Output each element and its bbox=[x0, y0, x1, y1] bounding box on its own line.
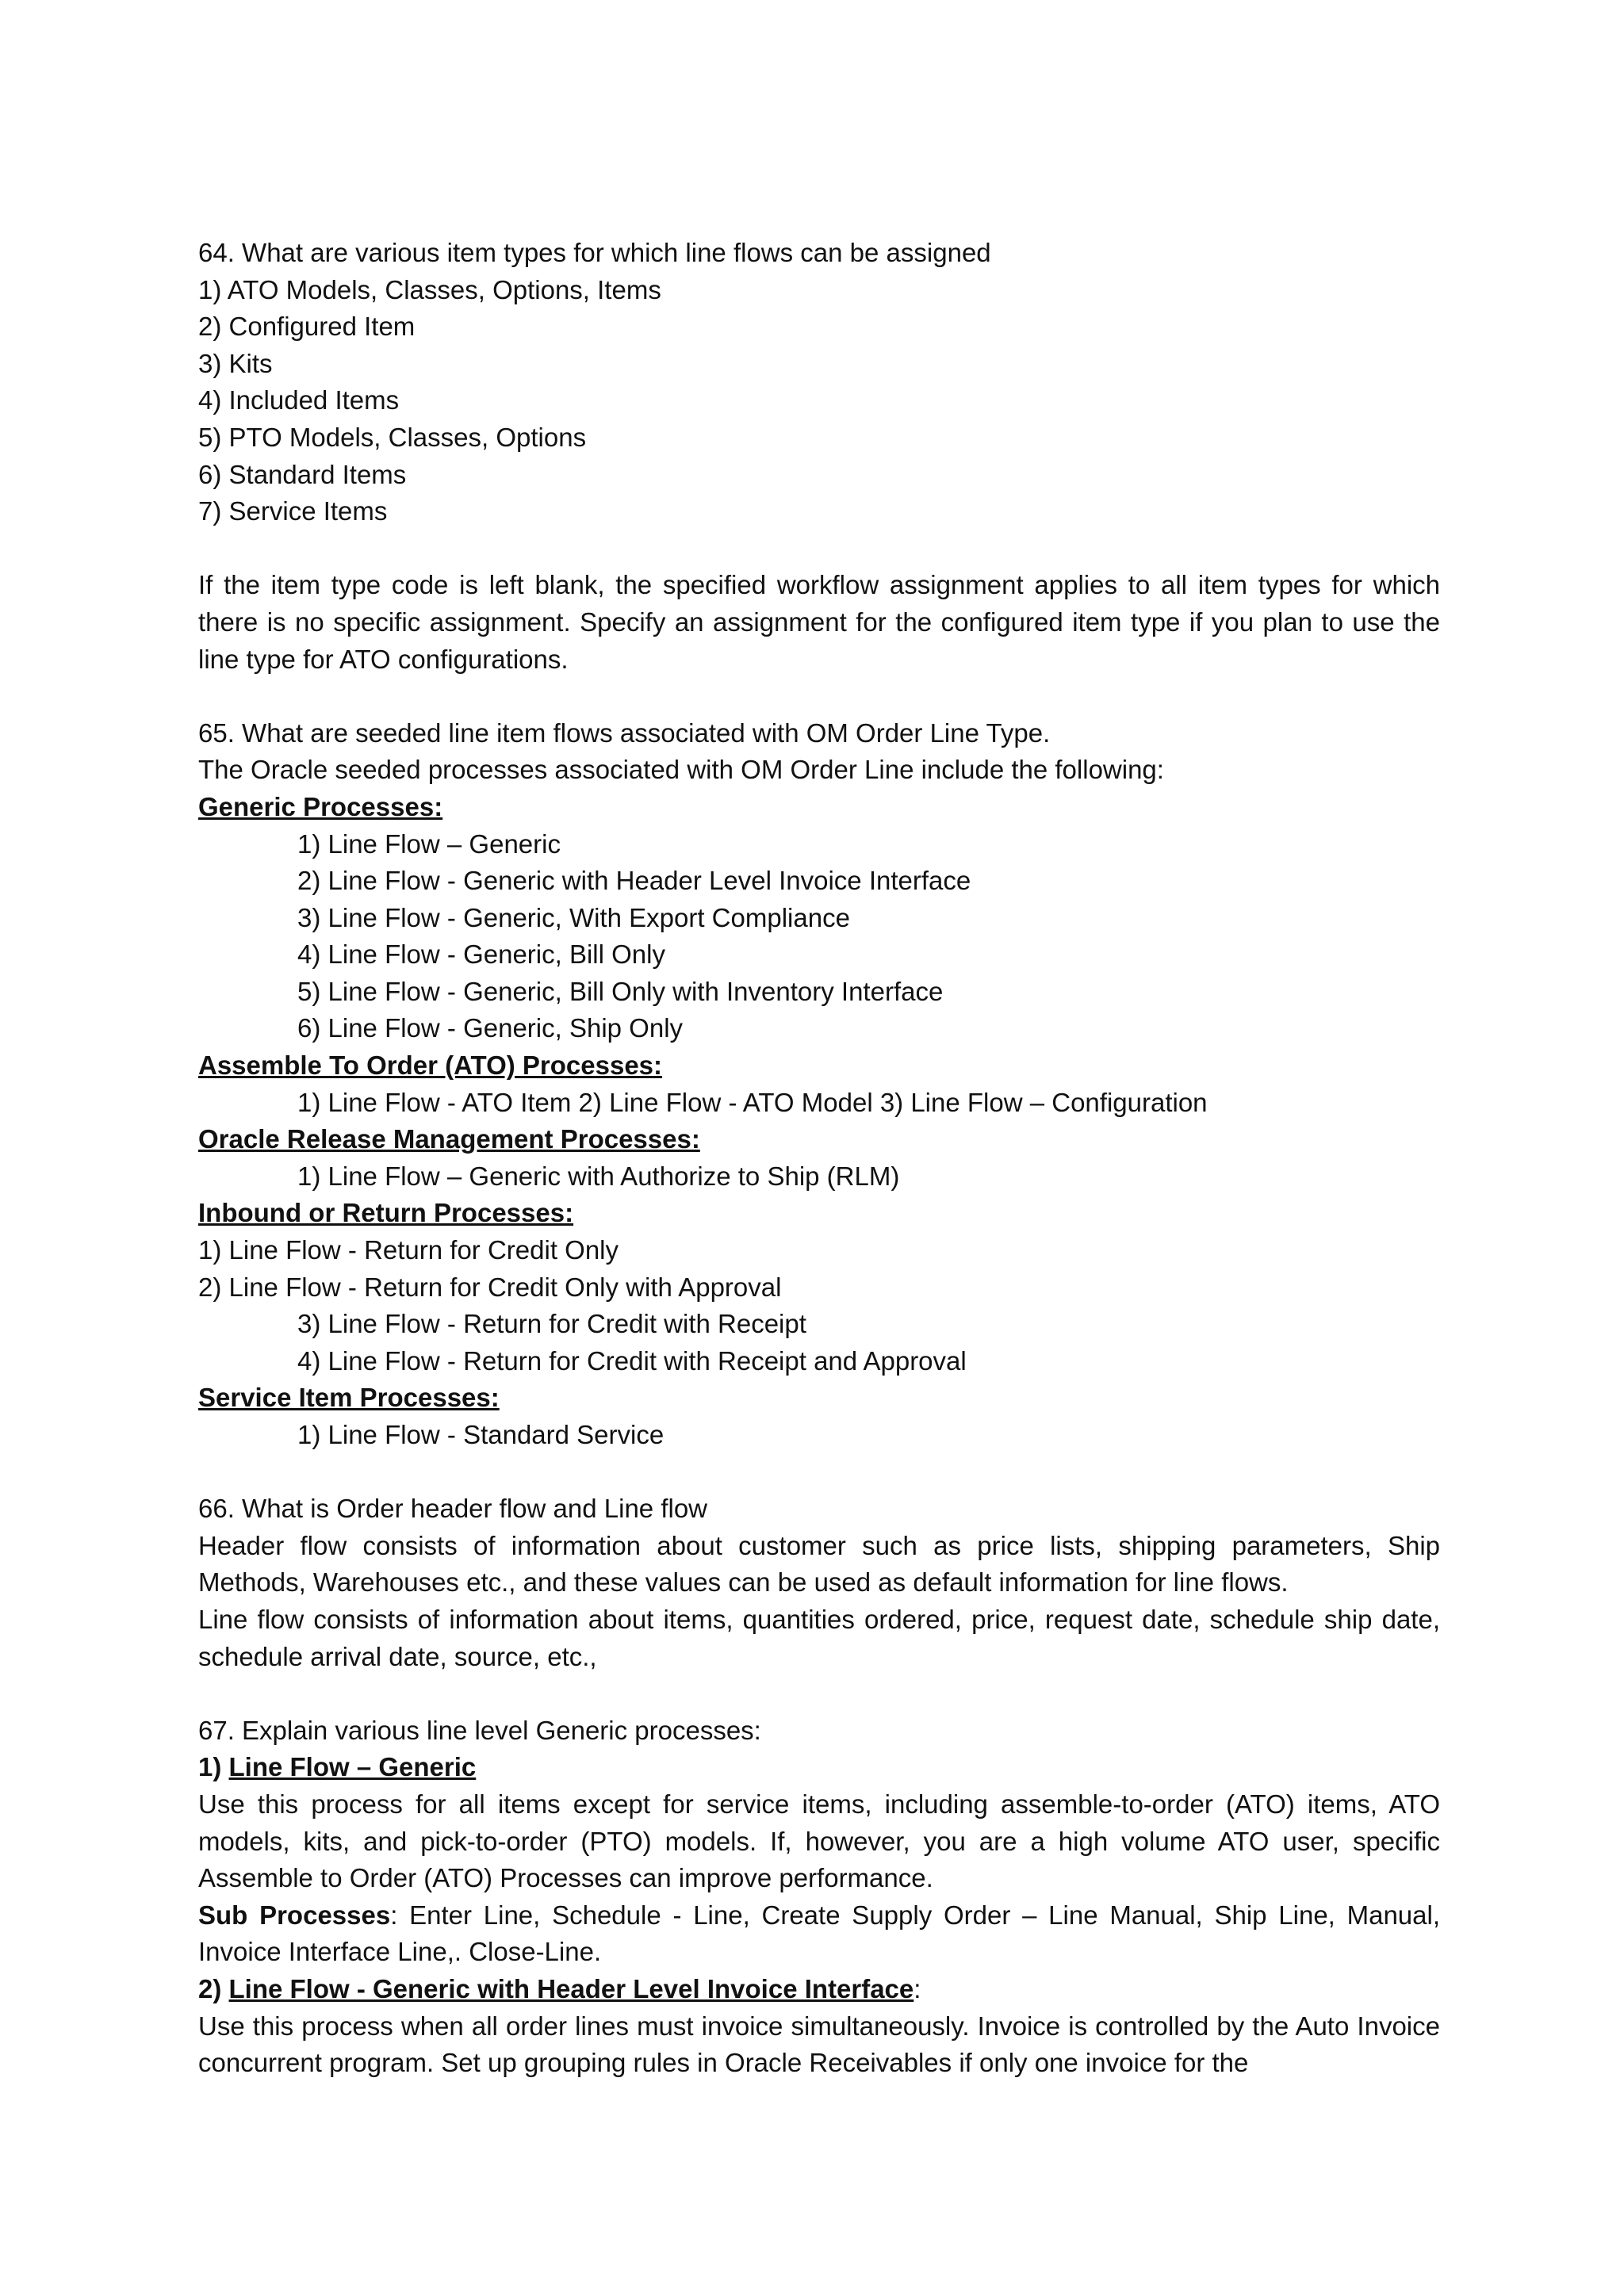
q66-question: 66. What is Order header flow and Line flow bbox=[198, 1494, 708, 1524]
list-item: 3) Line Flow - Return for Credit with Receipt bbox=[297, 1309, 806, 1339]
process-2-heading bbox=[198, 1971, 1440, 2008]
list-item: 3) Kits bbox=[198, 348, 273, 378]
list-item: 2) Line Flow - Return for Credit Only with Approval bbox=[198, 1272, 782, 1302]
q64-note: If the item type code is left blank, the specified workflow assignment applies to all item types for which there is no specific assignment. Specify an assignment for the configured item type if you plan to use the line type for ATO configurations. bbox=[198, 570, 1440, 674]
list-item: 1) Line Flow - ATO Item 2) Line Flow - ATO Model 3) Line Flow – Configuration bbox=[297, 1087, 1208, 1117]
process-1-subprocesses bbox=[198, 1897, 1440, 1971]
process-2-colon: : bbox=[914, 1973, 921, 2003]
process-1-heading bbox=[198, 1749, 1440, 1786]
rlm-processes-heading: Oracle Release Management Processes: bbox=[198, 1124, 700, 1154]
list-item: 5) PTO Models, Classes, Options bbox=[198, 422, 587, 452]
return-processes-heading: Inbound or Return Processes: bbox=[198, 1198, 574, 1228]
document-page bbox=[198, 235, 1440, 2082]
q66-line-flow: Line flow consists of information about items, quantities ordered, price, request date, schedule ship date, schedule arrival date, source, etc., bbox=[198, 1604, 1440, 1671]
list-item: 5) Line Flow - Generic, Bill Only with Inventory Interface bbox=[297, 976, 944, 1006]
list-item: 2) Configured Item bbox=[198, 312, 416, 342]
list-item: 1) Line Flow - Return for Credit Only bbox=[198, 1235, 619, 1265]
list-item: 7) Service Items bbox=[198, 496, 388, 526]
q64-question: 64. What are various item types for which line flows can be assigned bbox=[198, 238, 991, 267]
q65-question: 65. What are seeded line item flows associated with OM Order Line Type. bbox=[198, 718, 1051, 748]
process-2-description: Use this process when all order lines must invoice simultaneously. Invoice is controlled by the Auto Invoice concurrent program. Set up grouping rules in Oracle Receivables if only one invoice for the bbox=[198, 2011, 1440, 2078]
generic-processes-heading: Generic Processes: bbox=[198, 791, 443, 821]
spacer bbox=[198, 678, 1440, 715]
list-item: 3) Line Flow - Generic, With Export Compliance bbox=[297, 902, 850, 932]
ato-processes-heading: Assemble To Order (ATO) Processes: bbox=[198, 1050, 663, 1081]
list-item: 6) Standard Items bbox=[198, 459, 407, 489]
list-item: 1) Line Flow – Generic with Authorize to Ship (RLM) bbox=[297, 1161, 900, 1191]
process-1-title: Line Flow – Generic bbox=[228, 1752, 477, 1782]
spacer bbox=[198, 530, 1440, 568]
sub-processes-label: Sub Processes bbox=[198, 1900, 391, 1930]
sub-processes-text: : Enter Line, Schedule - Line, Create Supply Order – Line Manual, Ship Line, Manual, Invoice Interface Line,. Close-Line. bbox=[198, 1900, 1441, 1967]
list-item: 6) Line Flow - Generic, Ship Only bbox=[297, 1013, 684, 1043]
list-item: 4) Line Flow - Return for Credit with Receipt and Approval bbox=[297, 1345, 967, 1376]
list-item: 4) Line Flow - Generic, Bill Only bbox=[297, 939, 665, 970]
spacer bbox=[198, 1454, 1440, 1491]
list-item: 1) Line Flow - Standard Service bbox=[297, 1420, 665, 1449]
service-processes-heading: Service Item Processes: bbox=[198, 1383, 500, 1413]
q65-intro: The Oracle seeded processes associated with OM Order Line include the following: bbox=[198, 755, 1164, 785]
process-1-number: 1) bbox=[198, 1752, 229, 1782]
process-2-number: 2) bbox=[198, 1973, 229, 2003]
list-item: 1) ATO Models, Classes, Options, Items bbox=[198, 274, 661, 304]
list-item: 4) Included Items bbox=[198, 385, 400, 415]
spacer bbox=[198, 1675, 1440, 1712]
q67-question: 67. Explain various line level Generic processes: bbox=[198, 1715, 761, 1745]
q66-header-flow: Header flow consists of information about customer such as price lists, shipping parameters, Ship Methods, Warehouses etc., and these values can be used as default information for line flows. bbox=[198, 1530, 1440, 1598]
process-2-title: Line Flow - Generic with Header Level Invoice Interface bbox=[228, 1973, 914, 2003]
list-item: 2) Line Flow - Generic with Header Level Invoice Interface bbox=[297, 866, 971, 896]
list-item: 1) Line Flow – Generic bbox=[297, 828, 561, 859]
process-1-description: Use this process for all items except for service items, including assemble-to-order (ATO) items, ATO models, kits, and pick-to-order (PTO) models. If, however, you are a high volume ATO user, specific Assemble to Order (ATO) Processes can improve performance. bbox=[198, 1789, 1440, 1893]
